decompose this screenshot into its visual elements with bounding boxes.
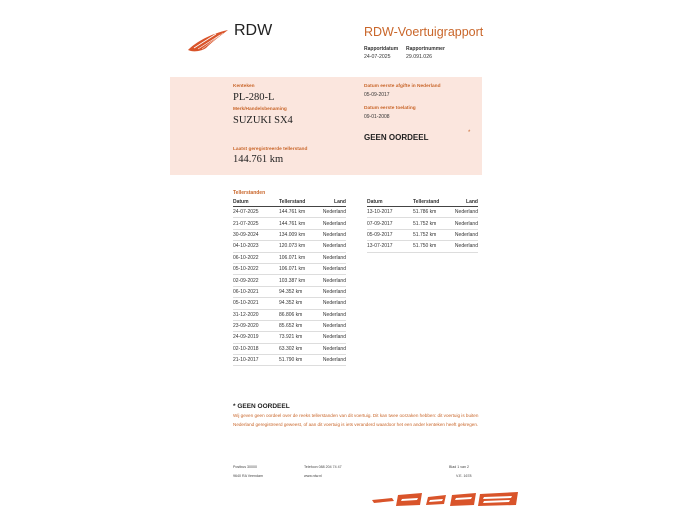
report-number: 29.091.026 — [406, 54, 432, 60]
row-date: 05-09-2017 — [367, 229, 413, 240]
row-country: Nederland — [319, 275, 346, 286]
vehicle-make: SUZUKI SX4 — [233, 115, 293, 126]
row-reading: 94.352 km — [279, 286, 319, 297]
row-country: Nederland — [319, 320, 346, 331]
table-row — [233, 252, 346, 263]
row-country: Nederland — [319, 286, 346, 297]
row-reading: 51.790 km — [279, 355, 319, 366]
col-country: Land — [319, 198, 346, 207]
table-row — [233, 320, 346, 331]
license-plate: PL-280-L — [233, 92, 275, 103]
row-date: 24-09-2019 — [233, 332, 279, 343]
col-date: Datum — [233, 198, 279, 207]
row-reading: 51.750 km — [413, 241, 451, 252]
row-date: 05-10-2022 — [233, 263, 279, 274]
row-date: 06-10-2021 — [233, 286, 279, 297]
table-row — [367, 241, 478, 252]
footer-city: 9640 RA Veendam — [233, 474, 263, 478]
row-country: Nederland — [451, 218, 478, 229]
row-country: Nederland — [319, 252, 346, 263]
table-row — [367, 218, 478, 229]
first-admission-label: Datum eerste toelating — [364, 106, 416, 111]
table-row — [367, 207, 478, 218]
row-reading: 94.352 km — [279, 298, 319, 309]
row-date: 21-10-2017 — [233, 355, 279, 366]
row-reading: 144.761 km — [279, 218, 319, 229]
row-date: 13-10-2017 — [367, 207, 413, 218]
vehicle-banner — [170, 77, 482, 175]
report-date: 24-07-2025 — [364, 54, 391, 60]
report-title: RDW-Voertuigrapport — [364, 25, 484, 39]
row-reading: 73.921 km — [279, 332, 319, 343]
note-title: * GEEN OORDEEL — [233, 403, 290, 410]
table-row — [233, 263, 346, 274]
last-odo-label: Laatst geregistreerde tellerstand — [233, 147, 308, 152]
row-country: Nederland — [319, 309, 346, 320]
table-row — [233, 286, 346, 297]
table-row — [233, 298, 346, 309]
rdw-logo-icon — [186, 28, 230, 54]
row-reading: 51.752 km — [413, 218, 451, 229]
row-date: 24-07-2025 — [233, 207, 279, 218]
row-country: Nederland — [319, 263, 346, 274]
row-reading: 51.752 km — [413, 229, 451, 240]
row-country: Nederland — [319, 207, 346, 218]
col-date: Datum — [367, 198, 413, 207]
row-reading: 134.009 km — [279, 229, 319, 240]
row-country: Nederland — [319, 355, 346, 366]
verdict: GEEN OORDEEL — [364, 133, 429, 142]
make-label: Merk/Handelsbenaming — [233, 107, 287, 112]
row-country: Nederland — [319, 241, 346, 252]
row-reading: 51.786 km — [413, 207, 451, 218]
rdw-stripe-pattern-icon — [372, 491, 520, 507]
table-row — [233, 309, 346, 320]
table-row — [233, 343, 346, 354]
plate-label: Kenteken — [233, 84, 255, 89]
row-date: 30-09-2024 — [233, 229, 279, 240]
table-row — [233, 229, 346, 240]
row-reading: 120.073 km — [279, 241, 319, 252]
row-date: 02-10-2018 — [233, 343, 279, 354]
col-country: Land — [451, 198, 478, 207]
row-country: Nederland — [451, 207, 478, 218]
first-admission: 09-01-2008 — [364, 114, 390, 120]
last-odo-value: 144.761 km — [233, 154, 284, 165]
table-row — [367, 229, 478, 240]
row-country: Nederland — [451, 241, 478, 252]
row-date: 05-10-2021 — [233, 298, 279, 309]
row-date: 13-07-2017 — [367, 241, 413, 252]
row-date: 04-10-2023 — [233, 241, 279, 252]
col-reading: Tellerstand — [279, 198, 319, 207]
footer-postbus: Postbus 30000 — [233, 465, 257, 469]
row-date: 02-09-2022 — [233, 275, 279, 286]
report-date-label: Rapportdatum — [364, 46, 399, 52]
row-date: 07-09-2017 — [367, 218, 413, 229]
row-country: Nederland — [319, 332, 346, 343]
row-country: Nederland — [319, 343, 346, 354]
footer-page: Blad 1 van 2 — [449, 465, 469, 469]
odometer-section-label: Tellerstanden — [233, 190, 266, 196]
first-reg-nl: 05-09-2017 — [364, 92, 390, 98]
row-country: Nederland — [319, 218, 346, 229]
row-reading: 144.761 km — [279, 207, 319, 218]
row-reading: 63.302 km — [279, 343, 319, 354]
table-row — [233, 207, 346, 218]
row-country: Nederland — [319, 229, 346, 240]
row-date: 21-07-2025 — [233, 218, 279, 229]
row-country: Nederland — [319, 298, 346, 309]
row-date: 06-10-2022 — [233, 252, 279, 263]
row-reading: 106.071 km — [279, 252, 319, 263]
odometer-table-right — [367, 198, 478, 253]
row-country: Nederland — [451, 229, 478, 240]
col-reading: Tellerstand — [413, 198, 451, 207]
row-reading: 86.806 km — [279, 309, 319, 320]
table-row — [233, 218, 346, 229]
table-row — [233, 275, 346, 286]
note-text: Wij geven geen oordeel over de reeks tellerstanden van dit voertuig. Dit kan twee oorzaken hebben: dit voertuig is buiten Nederland geregistreerd geweest, of aan dit voertuig is iets veranderd waardoor het een ander kenteken heeft gekregen. — [233, 413, 479, 427]
footer-phone: Telefoon 088 204 74 47 — [304, 465, 342, 469]
footer-code: V.E. 1678 — [456, 474, 472, 478]
first-reg-nl-label: Datum eerste afgifte in Nederland — [364, 84, 441, 89]
table-row — [233, 332, 346, 343]
odometer-table-left — [233, 198, 346, 366]
row-reading: 106.071 km — [279, 263, 319, 274]
table-row — [233, 241, 346, 252]
table-row — [233, 355, 346, 366]
footer-website[interactable]: www.rdw.nl — [304, 474, 322, 478]
report-number-label: Rapportnummer — [406, 46, 445, 52]
row-reading: 85.652 km — [279, 320, 319, 331]
verdict-star: * — [468, 130, 471, 136]
row-reading: 103.387 km — [279, 275, 319, 286]
row-date: 23-09-2020 — [233, 320, 279, 331]
brand-name: RDW — [234, 22, 273, 39]
row-date: 31-12-2020 — [233, 309, 279, 320]
